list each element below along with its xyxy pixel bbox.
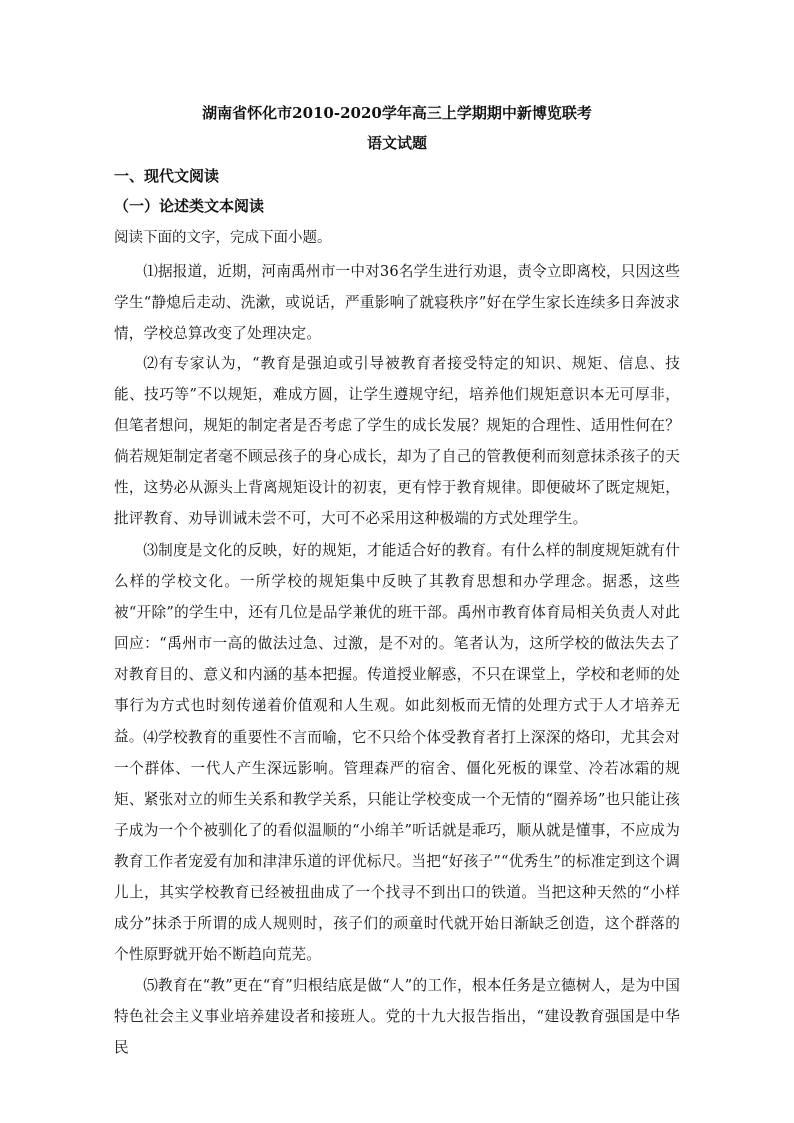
document-title: 湖南省怀化市2010-2020学年高三上学期期中新博览联考 [202, 104, 592, 122]
paragraph-4: ⑷学校教育的重要性不言而喻，它不只给个体受教育者打上深深的烙印，尤其会对一个群体、一代人产生深远影响。管理森严的宿舍、僵化死板的课堂、冷若冰霜的规矩、紧张对立的师生关系和教学关系，只能让学校变成一个无情的“圈养场”也只能让孩子成为一个个被驯化了的看似温顺的“小绵羊”听话就是乖巧，顺从就是懂事，不应成为教育工作者宠爱有加和津津乐道的评优标尺。当把“好孩子”“优秀生”的标准定到这个调儿上，其实学校教育已经被扭曲成了一个找寻不到出口的铁道。当把这种天然的“小样成分”抹杀于所谓的成人规则时，孩子们的顽童时代就开始日渐缺乏创造，这个群落的个性原野就开始不断趋向荒芜。 [114, 729, 680, 963]
section-heading: 一、现代文阅读 [114, 167, 220, 185]
paragraph-2: ⑵有专家认为，“教育是强迫或引导被教育者接受特定的知识、规矩、信息、技能、技巧等”不以规矩，难成方圆，让学生遵规守纪，培养他们规矩意识本无可厚非，但笔者想问，规矩的制定者是否考虑了学生的成长发展？规矩的合理性、适用性何在？倘若规矩制定者毫不顾忌孩子的身心成长，却为了自己的管教便利而刻意抹杀孩子的天性，这势必从源头上背离规矩设计的初衷，更有悖于教育规律。即便破坏了既定规矩，批评教育、劝导训诫未尝不可，大可不必采用这种极端的方式处理学生。 [114, 355, 680, 527]
document-subtitle: 语文试题 [366, 134, 427, 152]
paragraph-3: ⑶制度是文化的反映，好的规矩，才能适合好的教育。有什么样的制度规矩就有什么样的学校文化。一所学校的规矩集中反映了其教育思想和办学理念。据悉，这些被“开除”的学生中，还有几位是品学兼优的班干部。禹州市教育体育局相关负责人对此回应：“禹州市一高的做法过急、过激，是不对的。笔者认为，这所学校的做法失去了对教育目的、意义和内涵的基本把握。传道授业解惑，不只在课堂上，学校和老师的处事行为方式也时刻传递着价值观和人生观。如此刻板而无情的处理方式于人才培养无益。 [114, 542, 680, 745]
subsection-heading: （一）论述类文本阅读 [114, 197, 265, 215]
reading-instruction: 阅读下面的文字，完成下面小题。 [114, 230, 332, 246]
paragraph-5: ⑸教育在“教”更在“育”归根结底是做“人”的工作，根本任务是立德树人，是为中国特色社会主义事业培养建设者和接班人。党的十九大报告指出，“建设教育强国是中华民 [114, 977, 680, 1056]
paragraph-1: ⑴据报道，近期，河南禹州市一中对36名学生进行劝退，责令立即离校，只因这些学生“静熄后走动、洗漱，或说话，严重影响了就寝秩序”好在学生家长连续多日奔波求情，学校总算改变了处理决定。 [114, 263, 680, 342]
